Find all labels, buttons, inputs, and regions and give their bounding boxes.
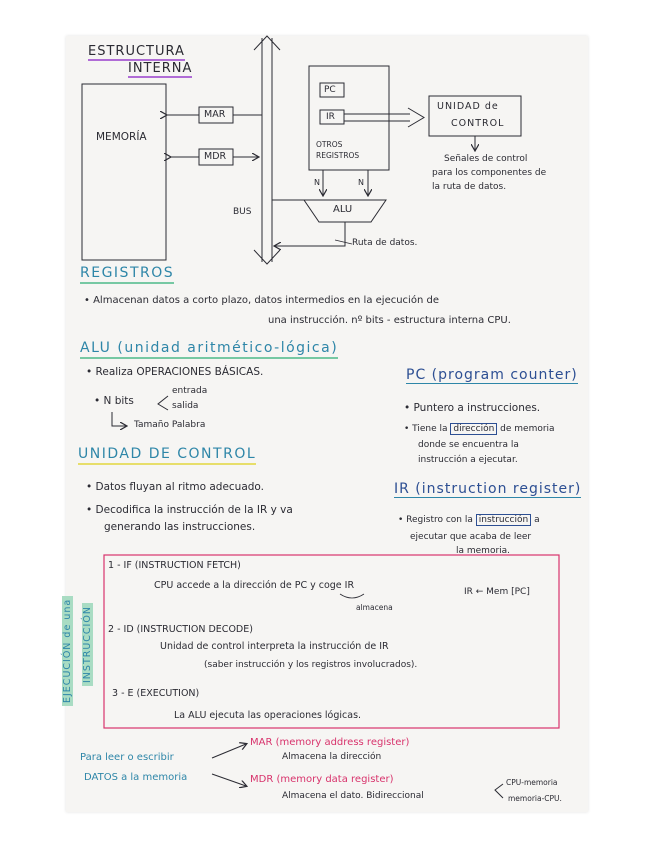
signals-text-2: para los componentes de bbox=[432, 168, 547, 178]
mdr-register-label: MDR (memory data register) bbox=[250, 774, 394, 785]
other-registers-label-1: OTROS bbox=[316, 140, 343, 149]
memory-access-left-1: Para leer o escribir bbox=[80, 752, 174, 763]
page-title-line2: INTERNA bbox=[128, 61, 193, 76]
other-registers-label-2: REGISTROS bbox=[316, 151, 360, 160]
page-title-line1: ESTRUCTURA bbox=[88, 44, 185, 59]
pc-item-2-line3: instrucción a ejecutar. bbox=[418, 455, 518, 465]
alu-input-n-right: N bbox=[358, 178, 364, 187]
control-item-2: • Decodifica la instrucción de la IR y va bbox=[86, 504, 293, 516]
step-3-text: La ALU ejecuta las operaciones lógicas. bbox=[174, 710, 362, 721]
registros-text-1: • Almacenan datos a corto plazo, datos intermedios en la ejecución de bbox=[84, 295, 439, 306]
direction-memory-cpu: memoria-CPU. bbox=[508, 794, 562, 803]
control-item-1: • Datos fluyan al ritmo adecuado. bbox=[86, 481, 265, 493]
signals-text-1: Señales de control bbox=[444, 154, 528, 164]
step-1-formula: IR ← Mem [PC] bbox=[464, 587, 530, 597]
memory-access-left-2: DATOS a la memoria bbox=[84, 772, 188, 783]
pc-heading: PC (program counter) bbox=[406, 367, 578, 383]
mdr-label: MDR bbox=[204, 151, 227, 162]
signals-text-3: la ruta de datos. bbox=[432, 182, 507, 192]
alu-item-nbits: • N bits bbox=[94, 395, 134, 407]
step-2-title: 2 - ID (INSTRUCTION DECODE) bbox=[108, 624, 253, 635]
memory-box bbox=[82, 84, 166, 260]
mar-register-label: MAR (memory address register) bbox=[250, 737, 410, 748]
step-3-title: 3 - E (EXECUTION) bbox=[112, 688, 200, 699]
bus-label: BUS bbox=[233, 207, 252, 217]
registros-heading: REGISTROS bbox=[80, 265, 174, 284]
registros-text-2: una instrucción. nº bits - estructura interna CPU. bbox=[268, 315, 511, 326]
execution-side-label-1: EJECUCIÓN de una bbox=[62, 596, 73, 706]
memory-label: MEMORÍA bbox=[96, 131, 147, 143]
pc-item-2-line2: donde se encuentra la bbox=[418, 440, 519, 450]
pc-item-1: • Puntero a instrucciones. bbox=[404, 402, 541, 414]
direction-cpu-memory: CPU-memoria bbox=[506, 778, 558, 787]
control-unit-label-1: UNIDAD de bbox=[437, 101, 499, 112]
alu-label: ALU bbox=[333, 204, 353, 215]
ir-item-1-line3: la memoria. bbox=[456, 546, 511, 556]
pc-address-box: dirección bbox=[450, 423, 497, 435]
execution-side-label-2: INSTRUCCIÓN bbox=[82, 603, 93, 686]
alu-item-1: • Realiza OPERACIONES BÁSICAS. bbox=[86, 366, 264, 378]
alu-salida: salida bbox=[172, 401, 199, 411]
control-item-2-line2: generando las instrucciones. bbox=[104, 521, 256, 533]
alu-input-n-left: N bbox=[314, 178, 320, 187]
pc-register-label: PC bbox=[324, 85, 336, 95]
step-2-text-1: Unidad de control interpreta la instrucción de IR bbox=[160, 641, 389, 652]
bus-arrow bbox=[254, 36, 280, 264]
alu-word-size: Tamaño Palabra bbox=[134, 420, 206, 430]
mar-register-desc: Almacena la dirección bbox=[282, 752, 382, 762]
mar-label: MAR bbox=[204, 109, 226, 120]
ir-instruction-box: instrucción bbox=[476, 514, 531, 526]
step-1-note: almacena bbox=[356, 603, 393, 612]
step-1-text: CPU accede a la dirección de PC y coge IR bbox=[154, 580, 355, 591]
step-2-text-2: (saber instrucción y los registros involucrados). bbox=[204, 660, 418, 670]
alu-heading: ALU (unidad aritmético-lógica) bbox=[80, 340, 338, 359]
control-heading: UNIDAD DE CONTROL bbox=[78, 446, 256, 465]
alu-entrada: entrada bbox=[172, 386, 208, 396]
step-1-title: 1 - IF (INSTRUCTION FETCH) bbox=[108, 560, 241, 571]
data-path-label: Ruta de datos. bbox=[352, 238, 418, 248]
ir-item-1: • Registro con la instrucción a bbox=[398, 515, 540, 525]
pc-item-2: • Tiene la dirección de memoria bbox=[404, 424, 555, 434]
ir-heading: IR (instruction register) bbox=[394, 481, 582, 497]
control-unit-label-2: CONTROL bbox=[451, 118, 505, 129]
mdr-register-desc: Almacena el dato. Bidireccional bbox=[282, 791, 424, 801]
ir-item-1-line2: ejecutar que acaba de leer bbox=[410, 532, 532, 542]
ir-register-label: IR bbox=[326, 112, 335, 122]
